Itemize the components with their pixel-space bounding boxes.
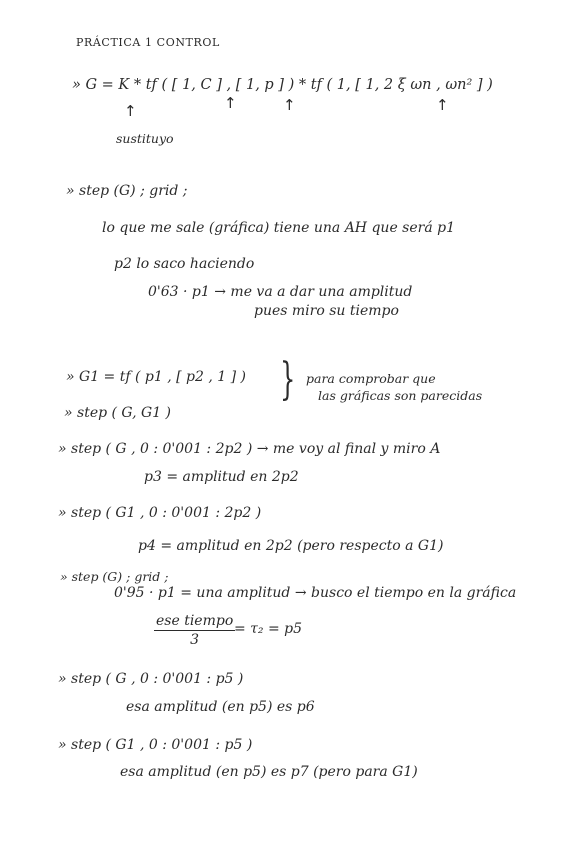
text-line: 0'95 · p1 = una amplitud → busco el tiempo en la gráfica xyxy=(114,585,517,601)
up-arrow-icon: ↑ xyxy=(224,94,237,112)
step-command: » step ( G1 , 0 : 0'001 : p5 ) xyxy=(58,737,253,753)
text-line: p4 = amplitud en 2p2 (pero respecto a G1) xyxy=(138,538,444,554)
transfer-function-line: » G = K * tf ( [ 1, C ] , [ 1, p ] ) * tf ( 1, [ 1, 2 ξ ωn , ωn² ] ) xyxy=(72,77,493,93)
step-command: » step (G) ; grid ; xyxy=(66,183,188,199)
up-arrow-icon: ↑ xyxy=(283,96,296,114)
text-line: p2 lo saco haciendo xyxy=(114,256,255,272)
step-command: » step (G) ; grid ; xyxy=(60,569,169,584)
fraction-numerator: ese tiempo xyxy=(156,613,234,629)
up-arrow-icon: ↑ xyxy=(124,102,137,120)
fraction xyxy=(154,612,235,649)
text-line: = τ₂ = p5 xyxy=(234,621,303,637)
side-note: las gráficas son parecidas xyxy=(318,388,483,403)
fraction-denominator: 3 xyxy=(190,632,200,648)
text-line: esa amplitud (en p5) es p6 xyxy=(126,699,315,715)
text-line: 0'63 · p1 → me va a dar una amplitud xyxy=(148,284,413,300)
curly-brace-icon: } xyxy=(280,354,296,405)
g1-definition: » G1 = tf ( p1 , [ p2 , 1 ] ) xyxy=(66,369,246,385)
text-line: p3 = amplitud en 2p2 xyxy=(144,469,299,485)
step-command: » step ( G , 0 : 0'001 : p5 ) xyxy=(58,671,244,687)
up-arrow-icon: ↑ xyxy=(436,96,449,114)
page-title: PRÁCTICA 1 CONTROL xyxy=(76,36,220,49)
text-line: esa amplitud (en p5) es p7 (pero para G1) xyxy=(120,764,418,780)
note-sustituyo: sustituyo xyxy=(116,131,174,146)
text-line: pues miro su tiempo xyxy=(254,303,399,319)
step-command: » step ( G, G1 ) xyxy=(64,405,172,421)
step-command: » step ( G , 0 : 0'001 : 2p2 ) → me voy al final y miro A xyxy=(58,441,441,457)
text-line: lo que me sale (gráfica) tiene una AH que será p1 xyxy=(102,220,456,236)
side-note: para comprobar que xyxy=(306,371,436,386)
step-command: » step ( G1 , 0 : 0'001 : 2p2 ) xyxy=(58,505,262,521)
